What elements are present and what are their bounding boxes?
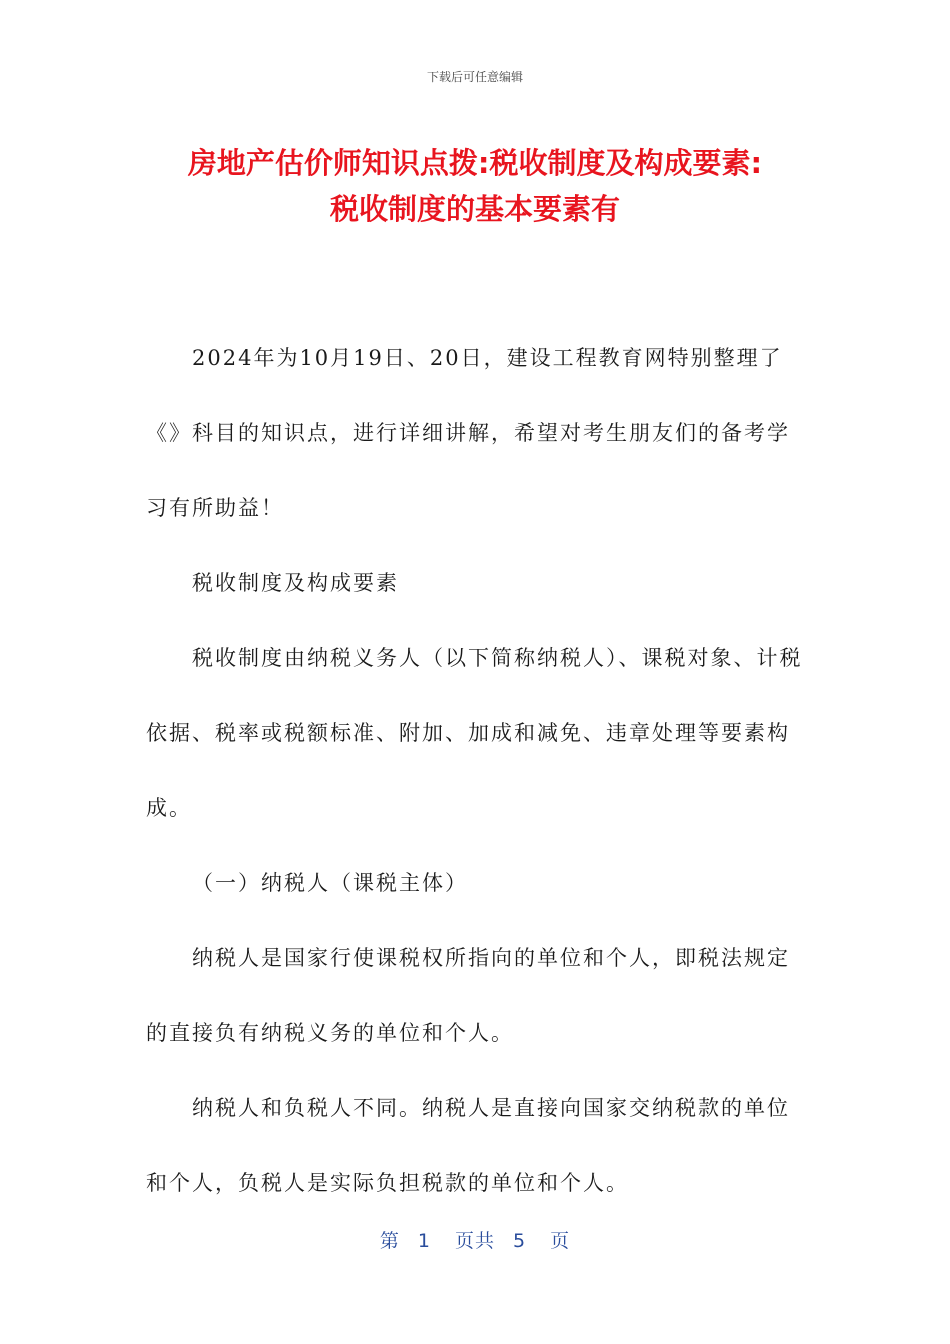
title-line-1: 房地产估价师知识点拨:税收制度及构成要素: (187, 146, 763, 180)
page-footer (0, 1226, 950, 1253)
definition-paragraph: 税收制度由纳税义务人（以下简称纳税人）、课税对象、计税依据、税率或税额标准、附加、加成和减免、违章处理等要素构成。 (146, 646, 803, 820)
title-line-2: 税收制度的基本要素有 (329, 192, 620, 226)
taxpayer-vs-bearer-paragraph: 纳税人和负税人不同。纳税人是直接向国家交纳税款的单位和个人，负税人是实际负担税款的单位和个人。 (146, 1096, 790, 1195)
page-label-mid: 页共 (454, 1230, 495, 1252)
taxpayer-paragraph: 纳税人是国家行使课税权所指向的单位和个人，即税法规定的直接负有纳税义务的单位和个人。 (146, 946, 790, 1045)
intro-paragraph: 2024年为10月19日、20日，建设工程教育网特别整理了《》科目的知识点，进行详细讲解，希望对考生朋友们的备考学习有所助益！ (146, 346, 790, 520)
subsection-heading: （一）纳税人（课税主体） (192, 871, 468, 895)
page-label-prefix: 第 (379, 1230, 400, 1252)
document-title (100, 140, 850, 232)
total-pages-number: 5 (513, 1230, 527, 1252)
section-heading: 税收制度及构成要素 (192, 571, 399, 595)
document-body (146, 321, 806, 1221)
page-header-note: 下载后可任意编辑 (426, 70, 523, 84)
page-label-suffix: 页 (550, 1230, 571, 1252)
current-page-number: 1 (417, 1230, 431, 1252)
